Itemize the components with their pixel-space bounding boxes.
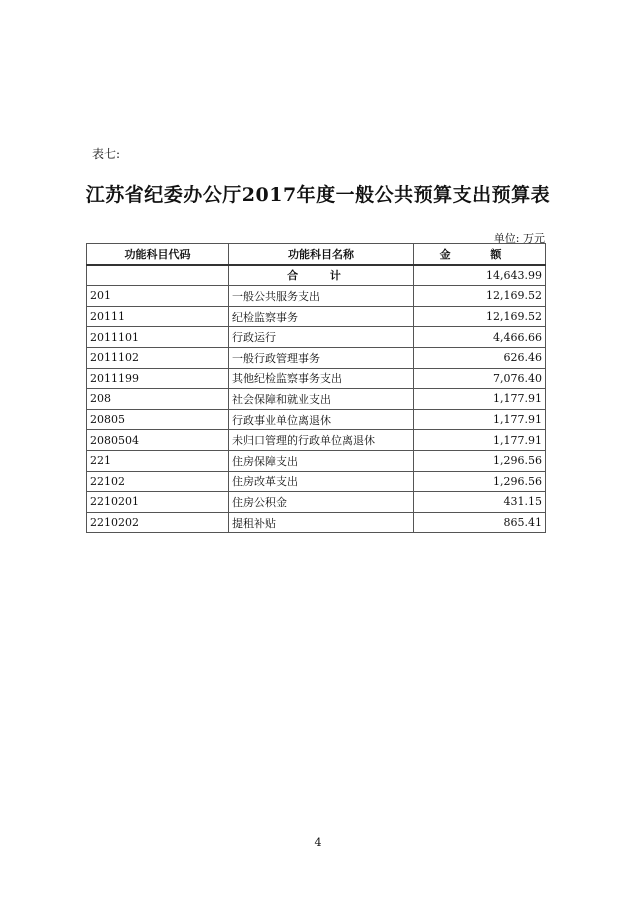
amount-cell: 1,177.91 (414, 430, 546, 451)
amount-cell: 1,296.56 (414, 450, 546, 471)
name-cell: 行政事业单位离退休 (229, 409, 414, 430)
code-cell: 2011199 (87, 368, 229, 389)
amount-cell: 1,296.56 (414, 471, 546, 492)
code-cell: 208 (87, 389, 229, 410)
amount-cell: 626.46 (414, 347, 546, 368)
total-row (87, 265, 546, 286)
code-cell: 20111 (87, 306, 229, 327)
table-row (87, 512, 546, 533)
header-code: 功能科目代码 (87, 244, 229, 265)
table-row (87, 492, 546, 513)
header-name: 功能科目名称 (229, 244, 414, 265)
code-cell: 20805 (87, 409, 229, 430)
name-cell: 未归口管理的行政单位离退休 (229, 430, 414, 451)
table-row (87, 430, 546, 451)
amount-cell: 431.15 (414, 492, 546, 513)
code-cell: 2210201 (87, 492, 229, 513)
amount-cell: 1,177.91 (414, 389, 546, 410)
total-amount: 14,643.99 (414, 265, 546, 286)
table-row (87, 368, 546, 389)
name-cell: 住房保障支出 (229, 450, 414, 471)
name-cell: 住房改革支出 (229, 471, 414, 492)
name-cell: 社会保障和就业支出 (229, 389, 414, 410)
code-cell: 221 (87, 450, 229, 471)
code-cell: 201 (87, 286, 229, 307)
table-row (87, 450, 546, 471)
table-row (87, 347, 546, 368)
name-cell: 纪检监察事务 (229, 306, 414, 327)
name-cell: 提租补贴 (229, 512, 414, 533)
name-cell: 行政运行 (229, 327, 414, 348)
code-cell: 2011101 (87, 327, 229, 348)
page-number: 4 (314, 836, 322, 849)
total-code-cell (87, 265, 229, 286)
table-row (87, 389, 546, 410)
table-body (87, 265, 546, 533)
amount-cell: 7,076.40 (414, 368, 546, 389)
table-header-row (87, 244, 546, 265)
page-title: 江苏省纪委办公厅2017年度一般公共预算支出预算表 (85, 184, 551, 206)
header-amount: 金 额 (414, 244, 546, 265)
name-cell: 住房公积金 (229, 492, 414, 513)
amount-cell: 12,169.52 (414, 306, 546, 327)
table-row (87, 409, 546, 430)
amount-cell: 865.41 (414, 512, 546, 533)
name-cell: 其他纪检监察事务支出 (229, 368, 414, 389)
name-cell: 一般公共服务支出 (229, 286, 414, 307)
budget-table (86, 243, 546, 533)
table-row (87, 471, 546, 492)
table-label: 表七: (92, 147, 121, 161)
name-cell: 一般行政管理事务 (229, 347, 414, 368)
amount-cell: 12,169.52 (414, 286, 546, 307)
table-row (87, 327, 546, 348)
unit-label: 单位: 万元 (493, 232, 545, 245)
total-label: 合 计 (229, 265, 414, 286)
code-cell: 2011102 (87, 347, 229, 368)
table-row (87, 286, 546, 307)
code-cell: 2080504 (87, 430, 229, 451)
code-cell: 22102 (87, 471, 229, 492)
table-row (87, 306, 546, 327)
code-cell: 2210202 (87, 512, 229, 533)
amount-cell: 1,177.91 (414, 409, 546, 430)
amount-cell: 4,466.66 (414, 327, 546, 348)
